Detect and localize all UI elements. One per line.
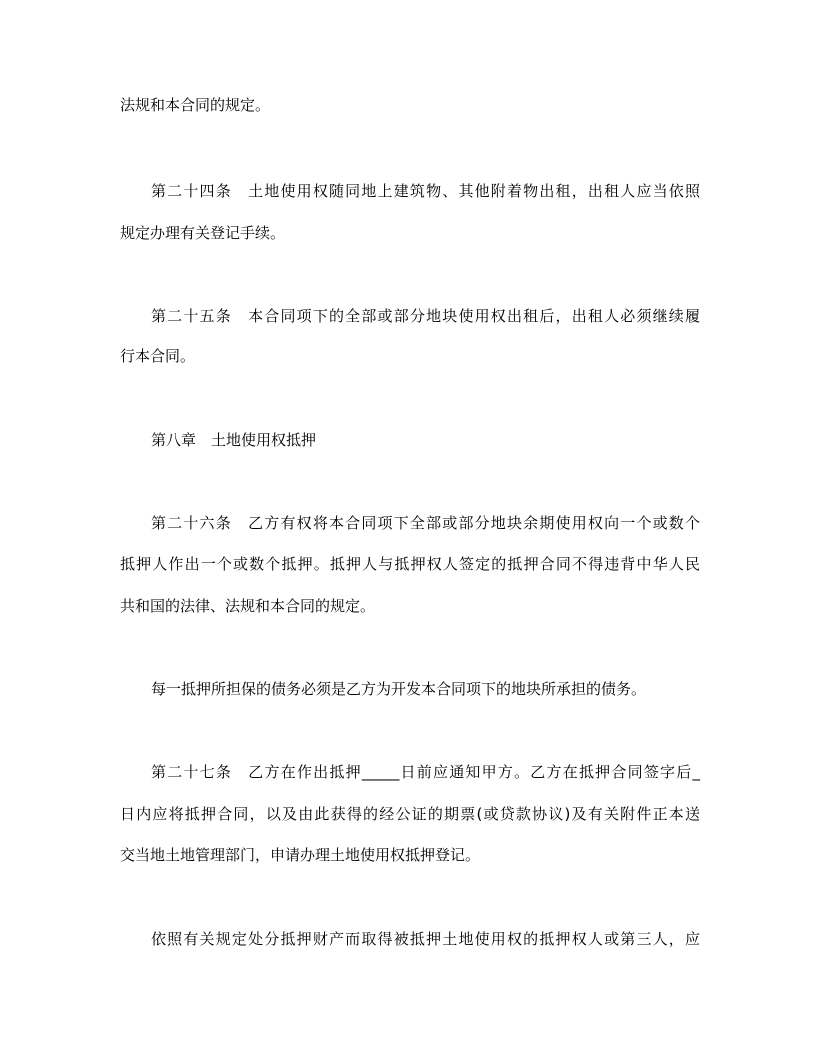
article-26-paragraph-2: 每一抵押所担保的债务必须是乙方为开发本合同项下的地块所承担的债务。 [151, 680, 647, 698]
article-27-line-2: 日内应将抵押合同，以及由此获得的经公证的期票(或贷款协议)及有关附件正本送 [120, 805, 700, 823]
article-27-paragraph-2: 依照有关规定处分抵押财产而取得被抵押土地使用权的抵押权人或第三人，应 [151, 930, 700, 948]
chapter-8-heading: 第八章 土地使用权抵押 [151, 431, 317, 449]
article-26-line-3: 共和国的法律、法规和本合同的规定。 [120, 597, 376, 615]
article-24-line-2: 规定办理有关登记手续。 [120, 224, 286, 242]
paragraph-line: 法规和本合同的规定。 [120, 96, 271, 114]
article-26-line-2: 抵押人作出一个或数个抵押。抵押人与抵押权人签定的抵押合同不得违背中华人民 [120, 555, 700, 573]
article-25-line-1: 第二十五条 本合同项下的全部或部分地块使用权出租后，出租人必须继续履 [151, 307, 700, 325]
article-26-line-1: 第二十六条 乙方有权将本合同项下全部或部分地块余期使用权向一个或数个 [151, 514, 700, 532]
article-25-line-2: 行本合同。 [120, 347, 196, 365]
article-24-line-1: 第二十四条 土地使用权随同地上建筑物、其他附着物出租，出租人应当依照 [151, 182, 700, 200]
article-27-line-3: 交当地土地管理部门，申请办理土地使用权抵押登记。 [120, 846, 481, 864]
article-27-line-1: 第二十七条 乙方在作出抵押_____日前应通知甲方。乙方在抵押合同签字后_ [151, 763, 700, 781]
